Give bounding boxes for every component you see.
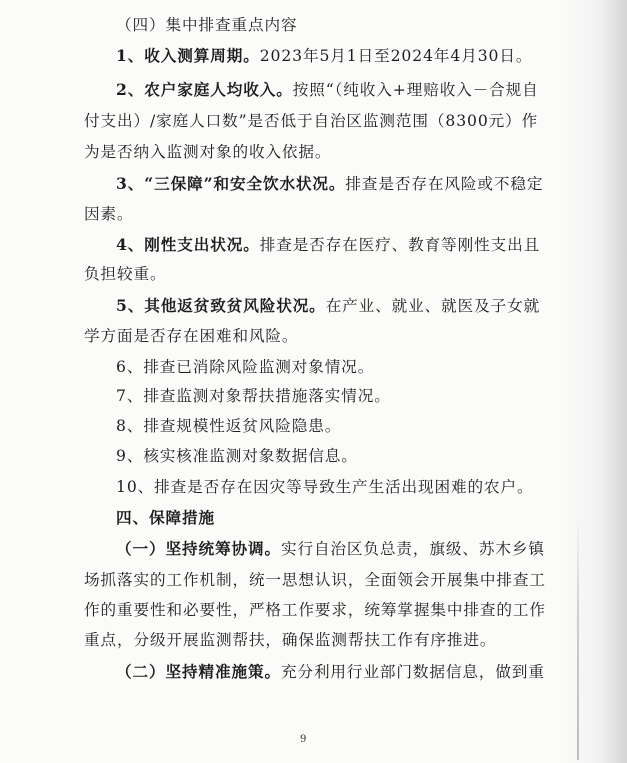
list-item: 10、排查是否存在因灾等导致生产生活出现困难的农户。 bbox=[116, 478, 534, 496]
scan-edge-line bbox=[577, 520, 579, 760]
list-item-continuation: 负担较重。 bbox=[84, 265, 167, 283]
paragraph-line: 场抓落实的工作机制，统一思想认识，全面领会开展集中排查工 bbox=[84, 571, 546, 589]
list-item-continuation: 因素。 bbox=[84, 205, 134, 223]
list-item-continuation: 为是否纳入监测对象的收入依据。 bbox=[84, 143, 332, 161]
list-item: 4、刚性支出状况。排查是否存在医疗、教育等刚性支出且 bbox=[116, 235, 541, 254]
list-item-continuation: 付支出）/家庭人口数”是否低于自治区监测范围（8300元）作 bbox=[84, 112, 539, 130]
list-item: 3、“三保障”和安全饮水状况。排查是否存在风险或不稳定 bbox=[116, 174, 544, 193]
list-item: 6、排查已消除风险监测对象情况。 bbox=[116, 358, 375, 376]
paragraph-line: （一）坚持统筹协调。实行自治区负总责，旗级、苏木乡镇 bbox=[116, 539, 545, 558]
list-item: 7、排查监测对象帮扶措施落实情况。 bbox=[116, 387, 391, 405]
list-item: 1、收入测算周期。2023年5月1日至2024年4月30日。 bbox=[116, 46, 533, 65]
list-item: 8、排查规模性返贫风险隐患。 bbox=[116, 417, 342, 435]
paragraph-line: （二）坚持精准施策。充分利用行业部门数据信息，做到重 bbox=[116, 662, 545, 681]
subsection-title: （四）集中排查重点内容 bbox=[116, 16, 298, 34]
list-item: 9、核实核准监测对象数据信息。 bbox=[116, 447, 358, 465]
list-item-continuation: 学方面是否存在困难和风险。 bbox=[84, 327, 299, 345]
list-item: 2、农户家庭人均收入。按照“（纯收入+理赔收入－合规自 bbox=[116, 80, 539, 99]
paragraph-line: 重点，分级开展监测帮扶，确保监测帮扶工作有序推进。 bbox=[84, 631, 497, 649]
section-title: 四、保障措施 bbox=[116, 508, 215, 527]
list-item: 5、其他返贫致贫风险状况。在产业、就业、就医及子女就 bbox=[116, 296, 541, 315]
page-number: 9 bbox=[300, 734, 307, 745]
paragraph-line: 作的重要性和必要性，严格工作要求，统筹掌握集中排查的工作 bbox=[84, 601, 546, 619]
scan-edge-shadow bbox=[557, 0, 627, 763]
